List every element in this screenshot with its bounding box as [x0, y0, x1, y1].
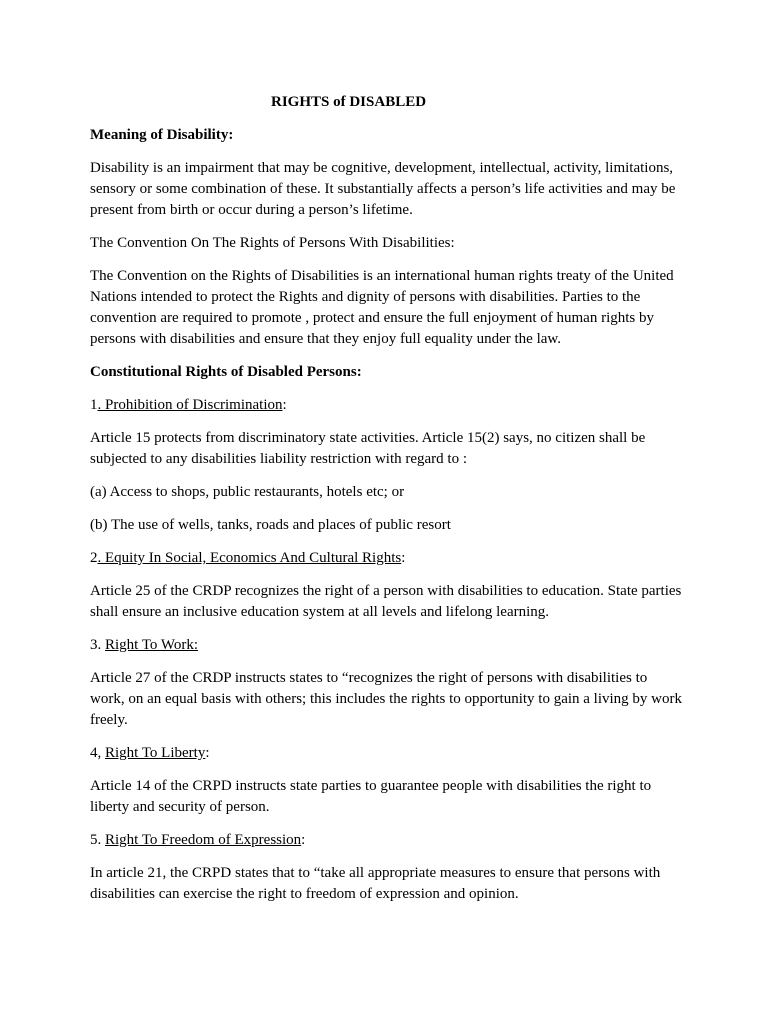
section-heading-4: [90, 743, 682, 764]
section-heading-5: [90, 830, 682, 851]
list-item-b: (b) The use of wells, tanks, roads and places of public resort: [90, 517, 451, 533]
section-number: 5.: [90, 832, 105, 848]
section-heading-3: [90, 635, 682, 656]
section-heading-2: [90, 548, 682, 569]
section-number: 1: [90, 397, 98, 413]
section-suffix: :: [301, 832, 306, 848]
document-title: RIGHTS of DISABLED: [271, 94, 427, 110]
section-number: 4,: [90, 745, 105, 761]
section-title: . Prohibition of Discrimination: [97, 397, 283, 413]
meaning-heading: Meaning of Disability:: [90, 127, 234, 143]
document-page: [90, 92, 682, 917]
section-paragraph: In article 21, the CRPD states that to “take all appropriate measures to ensure that persons with disabilities can exercise the right to freedom of expression and opinion.: [90, 865, 661, 902]
section-title: Right To Liberty: [105, 745, 206, 761]
section-suffix: :: [401, 550, 406, 566]
meaning-paragraph: Disability is an impairment that may be cognitive, development, intellectual, activity, limitations, sensory or some combination of these. It substantially affects a person’s life activities and may be present from birth or occur during a person’s lifetime.: [90, 160, 676, 218]
section-paragraph: Article 14 of the CRPD instructs state parties to guarantee people with disabilities the right to liberty and security of person.: [90, 778, 652, 815]
list-item-a: (a) Access to shops, public restaurants, hotels etc; or: [90, 484, 405, 500]
section-paragraph: Article 27 of the CRDP instructs states to “recognizes the right of persons with disabilities to work, on an equal basis with others; this includes the rights to opportunity to gain a living by work freely.: [90, 670, 683, 728]
constitutional-heading: Constitutional Rights of Disabled Persons:: [90, 364, 362, 380]
section-title: Right To Freedom of Expression: [105, 832, 302, 848]
convention-paragraph: The Convention on the Rights of Disabilities is an international human rights treaty of the United Nations intended to protect the Rights and dignity of persons with disabilities. Parties to the convention are required to promote , protect and ensure the full enjoyment of human rights by persons with disabilities and ensure that they enjoy full equality under the law.: [90, 268, 674, 347]
section-number: 2: [90, 550, 98, 566]
section-paragraph: Article 15 protects from discriminatory state activities. Article 15(2) says, no citizen shall be subjected to any disabilities liability restriction with regard to :: [90, 430, 646, 467]
convention-heading: The Convention On The Rights of Persons With Disabilities:: [90, 235, 455, 251]
section-heading-1: [90, 395, 682, 416]
section-title: . Equity In Social, Economics And Cultural Rights: [97, 550, 402, 566]
section-suffix: :: [205, 745, 210, 761]
section-number: 3.: [90, 637, 105, 653]
section-paragraph: Article 25 of the CRDP recognizes the right of a person with disabilities to education. State parties shall ensure an inclusive education system at all levels and lifelong learning.: [90, 583, 682, 620]
section-title: Right To Work:: [105, 637, 199, 653]
section-suffix: :: [282, 397, 287, 413]
